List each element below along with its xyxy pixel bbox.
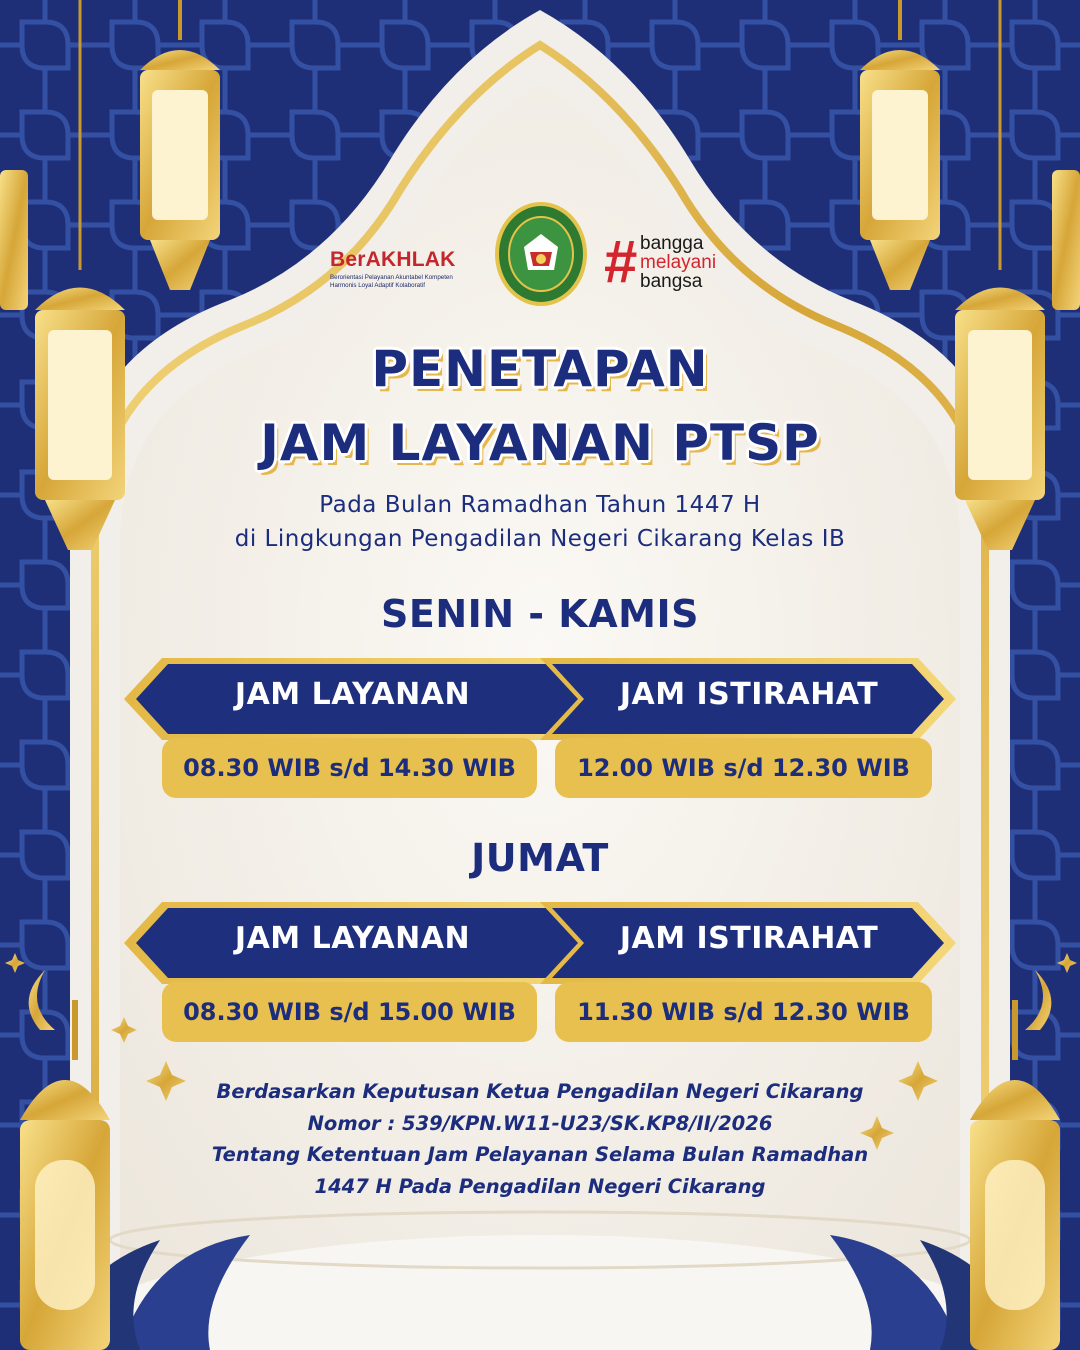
page-title-line-2: JAM LAYANAN PTSP xyxy=(260,414,820,472)
berakhlak-tagline-1: Berorientasi Pelayanan Akuntabel Kompeten xyxy=(330,274,453,281)
court-seal-logo xyxy=(494,202,588,306)
service-time-1: 08.30 WIB s/d 14.30 WIB xyxy=(162,738,537,798)
bangga-word-1: bangga xyxy=(640,233,704,254)
break-time-1: 12.00 WIB s/d 12.30 WIB xyxy=(555,738,932,798)
service-label-1: JAM LAYANAN xyxy=(234,677,471,712)
page-title-line-1: PENETAPAN xyxy=(371,340,709,398)
note-line-3: Tentang Ketentuan Jam Pelayanan Selama Bulan Ramadhan xyxy=(211,1143,869,1166)
break-label-2: JAM ISTIRAHAT xyxy=(619,921,879,956)
bangga-word-3: bangsa xyxy=(640,271,703,292)
berakhlak-main: BerAKHLAK xyxy=(330,248,456,271)
decree-note xyxy=(0,1076,1080,1202)
service-label-2: JAM LAYANAN xyxy=(234,921,471,956)
berakhlak-logo xyxy=(330,248,480,290)
note-line-1: Berdasarkan Keputusan Ketua Pengadilan Negeri Cikarang xyxy=(216,1080,864,1103)
break-time-2: 11.30 WIB s/d 12.30 WIB xyxy=(555,982,932,1042)
bangga-hash: # xyxy=(604,228,638,295)
berakhlak-tagline-2: Harmonis Loyal Adaptif Kolaboratif xyxy=(330,282,425,289)
subtitle-line-1: Pada Bulan Ramadhan Tahun 1447 H xyxy=(319,492,761,518)
bangga-melayani-logo xyxy=(604,230,754,300)
note-line-2: Nomor : 539/KPN.W11-U23/SK.KP8/II/2026 xyxy=(307,1111,773,1135)
day-heading-jumat: JUMAT xyxy=(471,836,609,880)
bangga-word-2: melayani xyxy=(640,252,717,273)
note-line-4: 1447 H Pada Pengadilan Negeri Cikarang xyxy=(314,1174,766,1198)
service-time-2: 08.30 WIB s/d 15.00 WIB xyxy=(162,982,537,1042)
break-label-1: JAM ISTIRAHAT xyxy=(619,677,879,712)
logo-row xyxy=(0,200,1080,310)
day-heading-senin-kamis: SENIN - KAMIS xyxy=(381,592,699,636)
subtitle-line-2: di Lingkungan Pengadilan Negeri Cikarang Kelas IB xyxy=(234,526,846,552)
